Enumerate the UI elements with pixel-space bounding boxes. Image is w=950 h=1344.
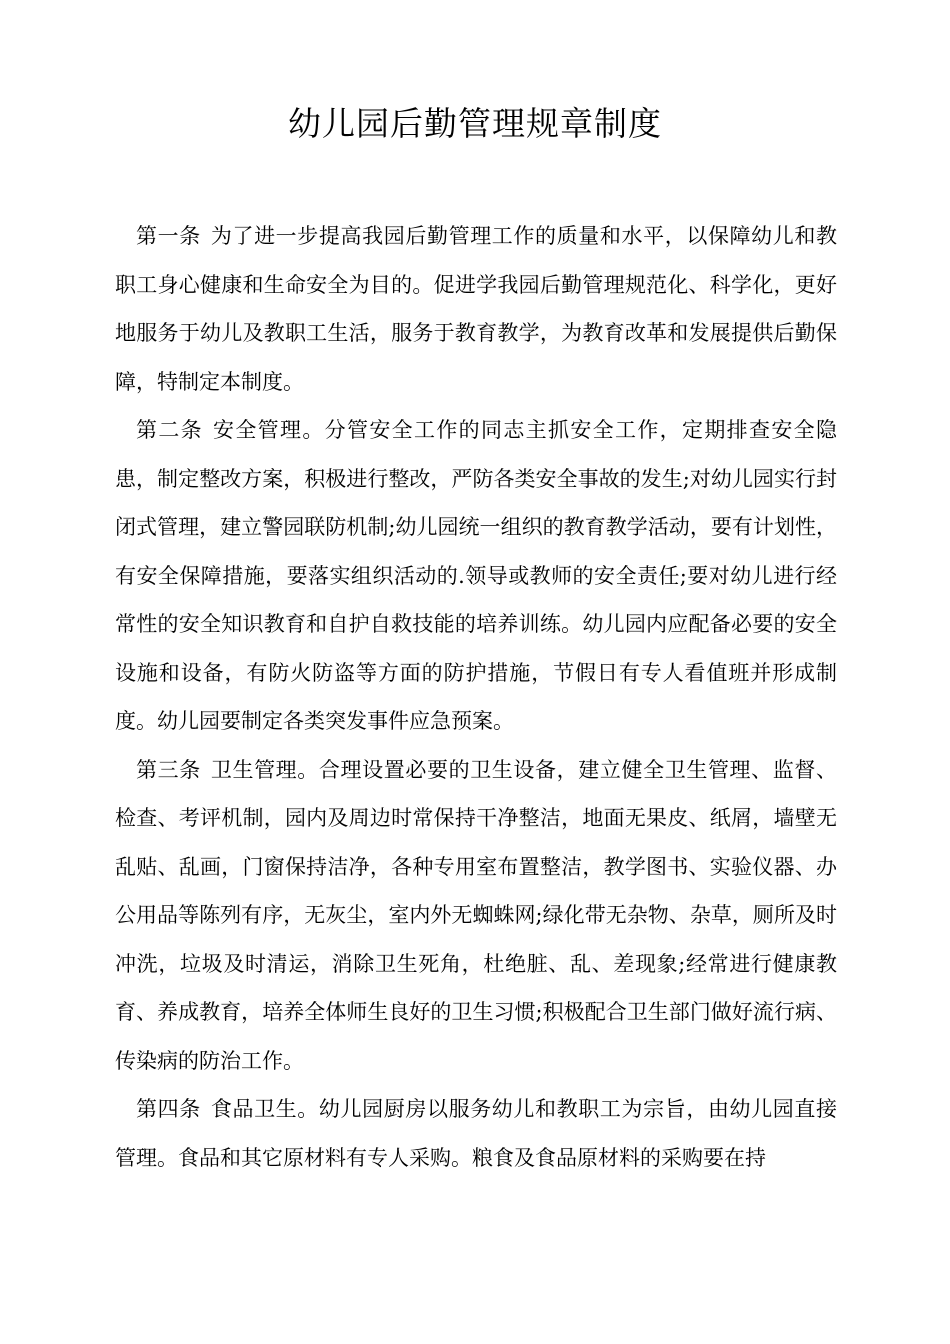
document-title: 幼儿园后勤管理规章制度 bbox=[288, 104, 662, 143]
article-1 bbox=[115, 212, 837, 406]
article-3-text: 卫生管理。合理设置必要的卫生设备，建立健全卫生管理、监督、检查、考评机制，园内及周边时常保持干净整洁，地面无果皮、纸屑，墙壁无乱贴、乱画，门窗保持洁净，各种专用室布置整洁，教学图书、实验仪器、办公用品等陈列有序，无灰尘，室内外无蜘蛛网;绿化带无杂物、杂草，厕所及时冲洗，垃圾及时清运，消除卫生死角，杜绝脏、乱、差现象;经常进行健康教育、养成教育，培养全体师生良好的卫生习惯;积极配合卫生部门做好流行病、传染病的防治工作。 bbox=[115, 757, 838, 1073]
article-3-heading: 第三条 bbox=[136, 757, 201, 782]
article-2 bbox=[115, 406, 837, 746]
article-4 bbox=[115, 1085, 837, 1182]
article-1-heading: 第一条 bbox=[136, 224, 201, 248]
article-2-heading: 第二条 bbox=[136, 418, 203, 442]
article-1-text: 为了进一步提高我园后勤管理工作的质量和水平，以保障幼儿和教职工身心健康和生命安全为目的。促进学我园后勤管理规范化、科学化，更好地服务于幼儿及教职工生活，服务于教育教学，为教育改革和发展提供后勤保障，特制定本制度。 bbox=[115, 224, 838, 394]
article-2-text: 安全管理。分管安全工作的同志主抓安全工作，定期排查安全隐患，制定整改方案，积极进行整改，严防各类安全事故的发生;对幼儿园实行封闭式管理，建立警园联防机制;幼儿园统一组织的教育教学活动，要有计划性，有安全保障措施，要落实组织活动的.领导或教师的安全责任;要对幼儿进行经常性的安全知识教育和自护自救技能的培养训练。幼儿园内应配备必要的安全设施和设备，有防火防盗等方面的防护措施，节假日有专人看值班并形成制度。幼儿园要制定各类突发事件应急预案。 bbox=[115, 418, 837, 733]
article-4-text: 食品卫生。幼儿园厨房以服务幼儿和教职工为宗旨，由幼儿园直接管理。食品和其它原材料有专人采购。粮食及食品原材料的采购要在持 bbox=[115, 1097, 838, 1170]
article-3 bbox=[115, 746, 837, 1086]
article-4-heading: 第四条 bbox=[136, 1097, 201, 1121]
document-body bbox=[115, 212, 837, 1182]
